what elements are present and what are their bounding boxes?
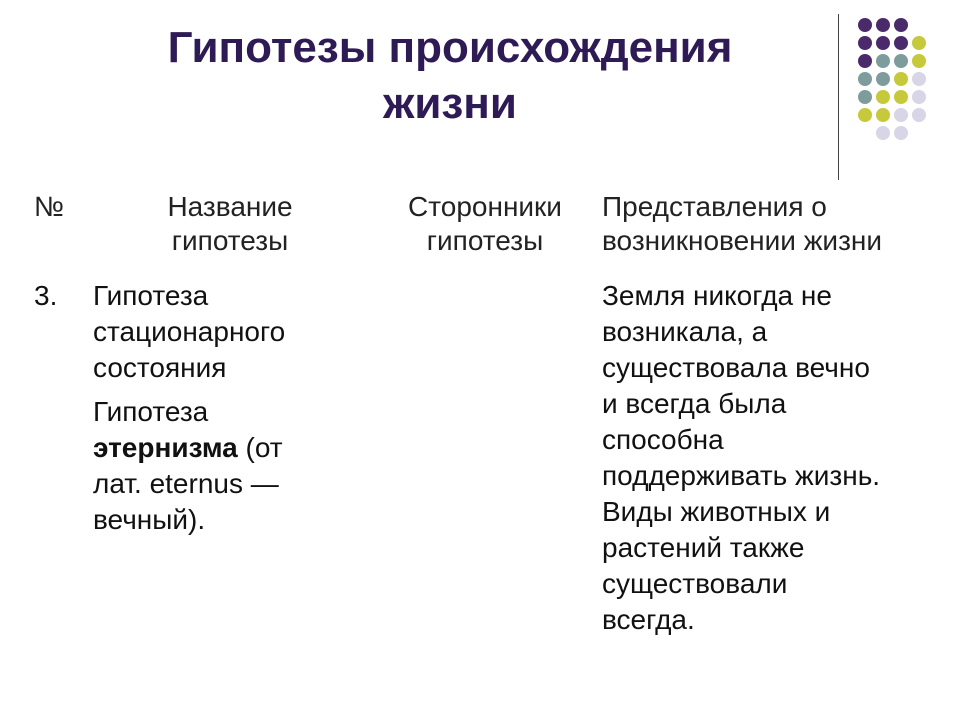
decor-dot bbox=[912, 108, 926, 122]
ideas-line: растений также bbox=[602, 532, 805, 563]
decor-dot bbox=[894, 54, 908, 68]
decor-dot bbox=[894, 126, 908, 140]
hypothesis-name-line1: Гипотеза bbox=[93, 280, 209, 311]
alt-name-line1: Гипотеза bbox=[93, 396, 209, 427]
decor-dot bbox=[858, 108, 872, 122]
header-supporters-line2: гипотезы bbox=[426, 225, 544, 256]
alt-name-line3: лат. eternus — bbox=[93, 468, 279, 499]
decor-dot bbox=[876, 72, 890, 86]
alt-name-line2-rest: (от bbox=[237, 432, 283, 463]
header-name-line1: Название bbox=[167, 191, 293, 222]
decor-dot bbox=[858, 54, 872, 68]
decor-dot bbox=[912, 72, 926, 86]
ideas-line: существовала вечно bbox=[602, 352, 870, 383]
header-name bbox=[120, 190, 340, 258]
decor-dot bbox=[894, 90, 908, 104]
decor-dot bbox=[858, 72, 872, 86]
decor-dot bbox=[894, 108, 908, 122]
alt-name-line4: вечный). bbox=[93, 504, 206, 535]
decor-dot bbox=[876, 54, 890, 68]
decor-dot bbox=[876, 108, 890, 122]
hypothesis-name-line3: состояния bbox=[93, 352, 227, 383]
slide-title bbox=[60, 20, 840, 132]
header-supporters-line1: Сторонники bbox=[408, 191, 562, 222]
hypothesis-name-line2: стационарного bbox=[93, 316, 286, 347]
ideas-line: Виды животных и bbox=[602, 496, 831, 527]
header-name-line2: гипотезы bbox=[171, 225, 289, 256]
title-line-1: Гипотезы происхождения bbox=[167, 23, 733, 72]
decor-dot bbox=[876, 36, 890, 50]
header-ideas bbox=[602, 190, 942, 258]
hypothesis-name-cell bbox=[93, 278, 343, 538]
ideas-line: Земля никогда не bbox=[602, 280, 832, 311]
ideas-line: и всегда была bbox=[602, 388, 787, 419]
title-line-2: жизни bbox=[383, 79, 517, 128]
decor-dot bbox=[858, 90, 872, 104]
ideas-line: всегда. bbox=[602, 604, 695, 635]
header-number: № bbox=[34, 191, 65, 222]
eternism-term: этернизма bbox=[93, 432, 238, 463]
decor-dot bbox=[858, 36, 872, 50]
ideas-line: способна bbox=[602, 424, 724, 455]
decor-dot bbox=[876, 126, 890, 140]
alt-name-line2 bbox=[93, 430, 343, 466]
decor-dot bbox=[912, 54, 926, 68]
decor-dot bbox=[912, 90, 926, 104]
ideas-line: существовали bbox=[602, 568, 788, 599]
header-ideas-line1: Представления о bbox=[602, 191, 827, 222]
ideas-cell bbox=[602, 278, 942, 638]
ideas-line: возникала, а bbox=[602, 316, 768, 347]
row-number: 3. bbox=[34, 280, 58, 311]
decor-dot bbox=[894, 36, 908, 50]
vertical-divider bbox=[838, 14, 839, 180]
decor-dot bbox=[912, 36, 926, 50]
decor-dot bbox=[876, 18, 890, 32]
decor-dot bbox=[858, 18, 872, 32]
header-supporters bbox=[380, 190, 590, 258]
header-ideas-line2: возникновении жизни bbox=[602, 225, 883, 256]
decor-dot bbox=[894, 72, 908, 86]
ideas-line: поддерживать жизнь. bbox=[602, 460, 881, 491]
decor-dot bbox=[894, 18, 908, 32]
decor-dot bbox=[876, 90, 890, 104]
